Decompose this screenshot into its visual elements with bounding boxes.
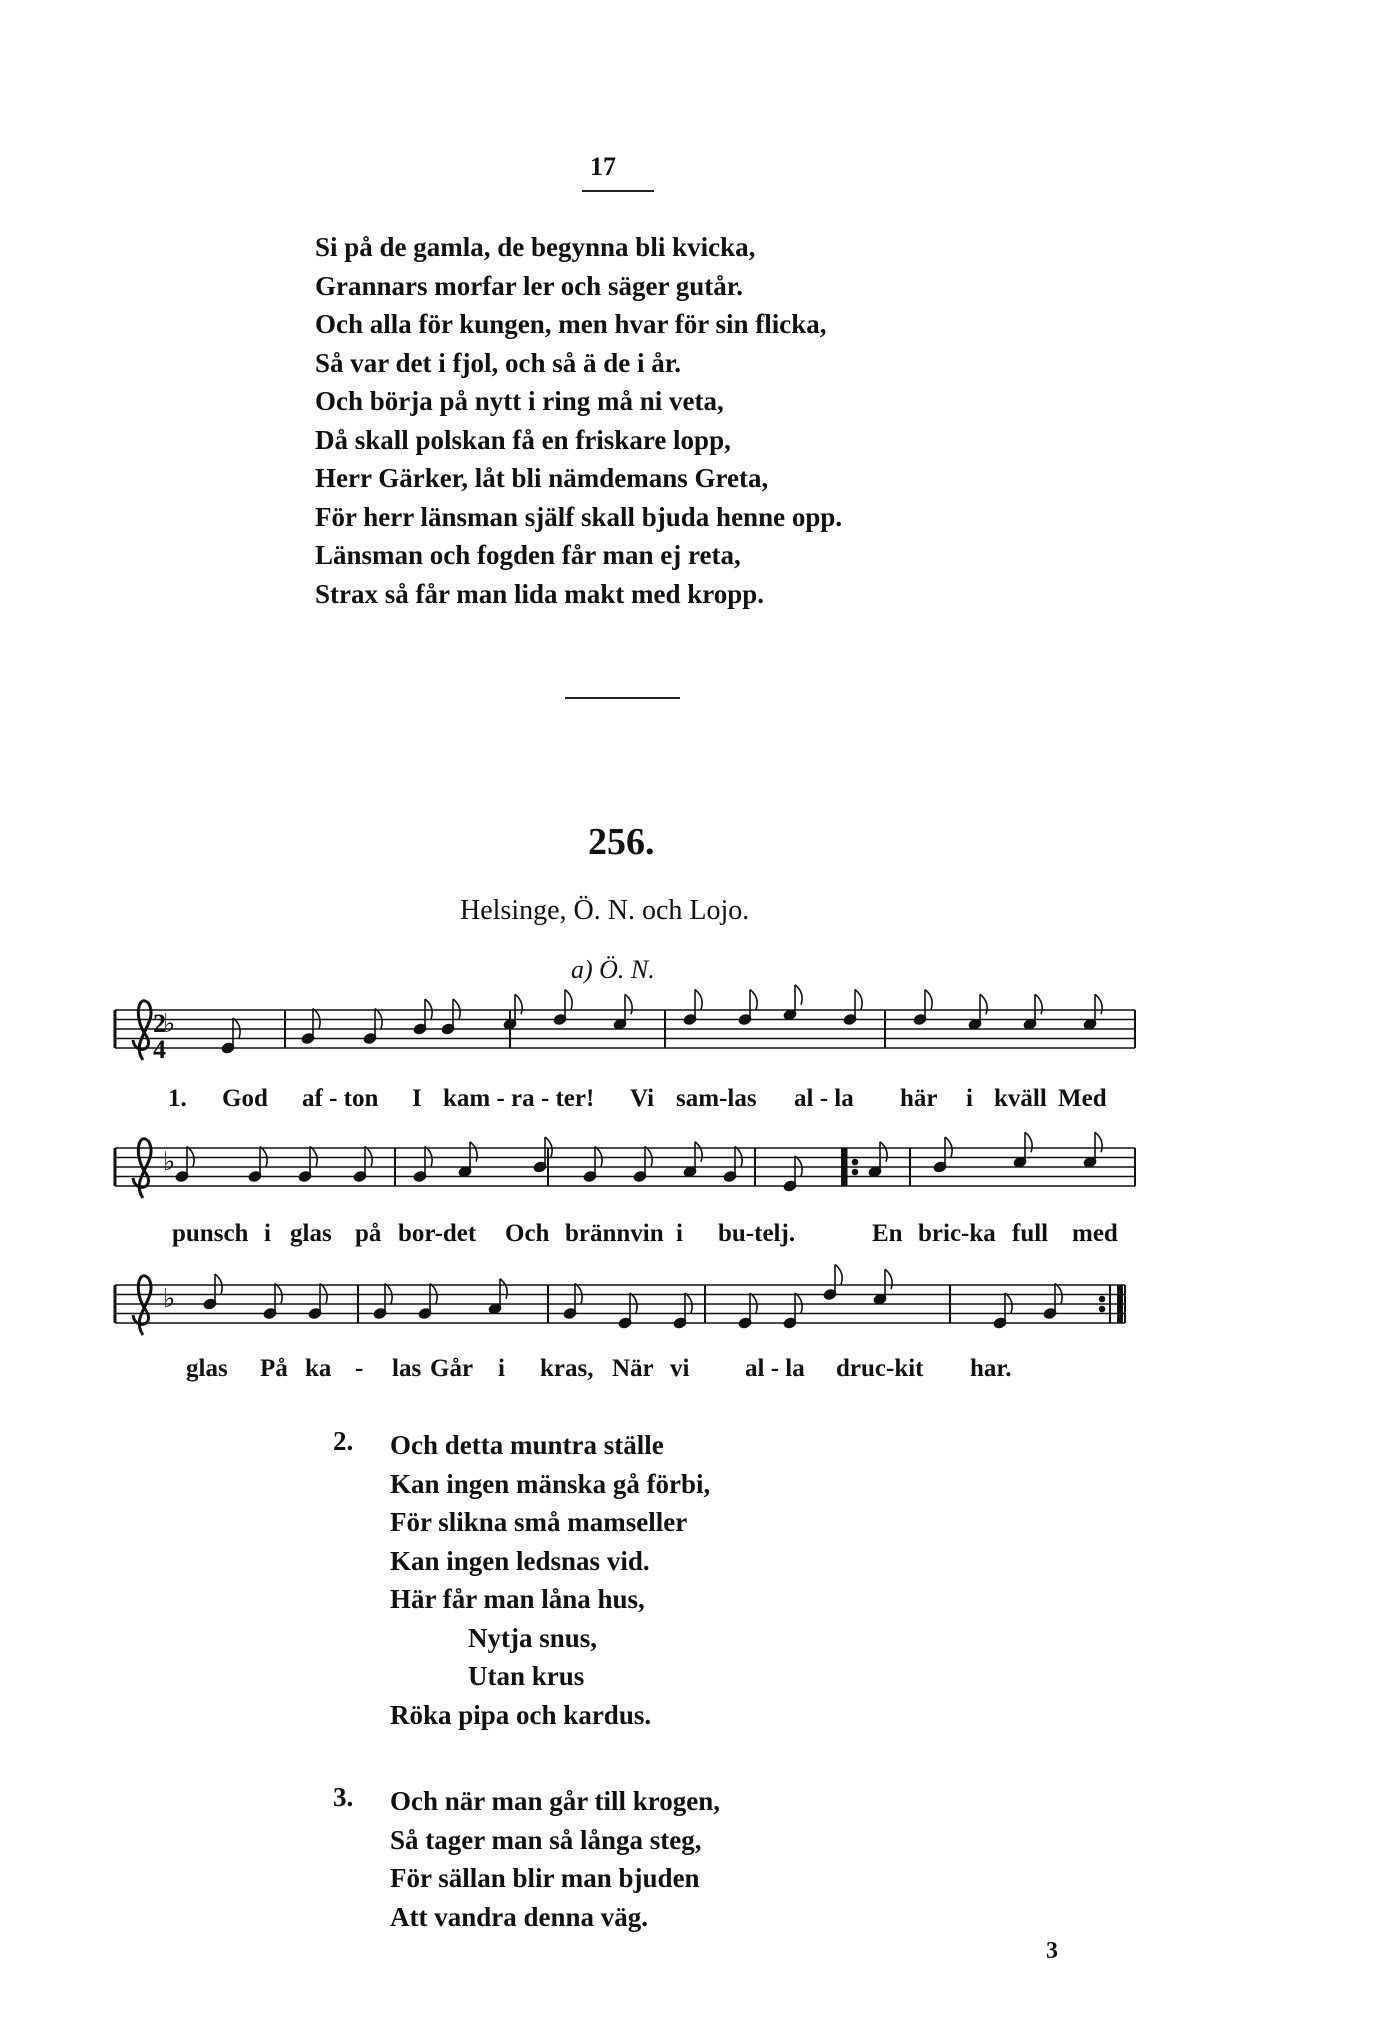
- time-signature-top: 2: [153, 1009, 166, 1038]
- lyric-syllable: las: [392, 1355, 422, 1382]
- lyric-syllable: -: [355, 1355, 364, 1382]
- note-flag: [1035, 994, 1042, 1014]
- note-flag: [260, 1147, 267, 1167]
- lyric-syllable: Går: [430, 1355, 474, 1382]
- note-flag: [685, 1293, 692, 1313]
- lyric-syllable: af - ton: [302, 1085, 379, 1112]
- stanza-line: För sällan blir man bjuden: [390, 1863, 700, 1893]
- note-flag: [320, 1284, 327, 1304]
- verse-line: Si på de gamla, de begynna bli kvicka,: [315, 232, 756, 262]
- lyric-syllable: God: [222, 1085, 268, 1112]
- lyric-syllable: på: [355, 1220, 382, 1247]
- note-flag: [795, 1156, 802, 1176]
- note-flag: [365, 1147, 372, 1167]
- note-flag: [750, 1293, 757, 1313]
- note-flag: [880, 1142, 887, 1162]
- lyric-syllable: har.: [970, 1355, 1012, 1382]
- lyric-syllable: vi: [670, 1355, 690, 1382]
- note-flag: [695, 990, 702, 1010]
- flat-icon: ♭: [163, 1009, 176, 1039]
- lyric-syllable: kam - ra - ter!: [443, 1085, 595, 1112]
- note-flag: [735, 1147, 742, 1167]
- lyric-syllable: I: [412, 1085, 422, 1112]
- lyric-syllable: ka: [305, 1355, 332, 1382]
- lyric-syllable: glas: [290, 1220, 332, 1247]
- lyric-syllable: i: [498, 1355, 505, 1382]
- note-flag: [470, 1142, 477, 1162]
- stanza-line: Att vandra denna väg.: [390, 1901, 649, 1932]
- verse-line: Länsman och fogden får man ej reta,: [315, 540, 741, 570]
- note-flag: [515, 994, 522, 1014]
- lyric-syllable: Vi: [630, 1085, 655, 1112]
- verse-line: Då skall polskan få en friskare lopp,: [315, 424, 731, 455]
- lyric-syllable: i: [966, 1085, 973, 1112]
- lyric-syllable: här: [900, 1085, 938, 1112]
- note-flag: [695, 1142, 702, 1162]
- note-flag: [275, 1284, 282, 1304]
- note-flag: [885, 1269, 892, 1289]
- stanza-line: Och detta muntra ställe: [390, 1430, 664, 1460]
- verse-line: Och alla för kungen, men hvar för sin flicka,: [315, 309, 827, 339]
- lyric-syllable: sam-las: [676, 1085, 757, 1112]
- note-flag: [565, 990, 572, 1010]
- lyric-syllable: En: [872, 1220, 903, 1247]
- note-flag: [945, 1137, 952, 1157]
- lyric-syllable: full: [1012, 1220, 1049, 1247]
- time-signature-bottom: 4: [153, 1035, 166, 1064]
- note-flag: [453, 999, 460, 1019]
- note-flag: [835, 1265, 842, 1285]
- stanza-line: Så tager man så långa steg,: [390, 1824, 702, 1855]
- note-flag: [233, 1018, 240, 1038]
- flat-icon: ♭: [163, 1147, 176, 1177]
- lyric-syllable: bric-ka: [918, 1220, 996, 1247]
- note-flag: [313, 1009, 320, 1029]
- verse-line: Herr Gärker, låt bli nämdemans Greta,: [315, 463, 769, 493]
- repeat-dot: [1100, 1307, 1105, 1312]
- repeat-dot: [853, 1170, 858, 1175]
- verse-line: Så var det i fjol, och så ä de i år.: [315, 347, 682, 378]
- repeat-dot: [1100, 1297, 1105, 1302]
- note-flag: [500, 1279, 507, 1299]
- lyric-syllable: Och: [505, 1220, 550, 1247]
- note-flag: [425, 999, 432, 1019]
- note-flag: [795, 1293, 802, 1313]
- note-flag: [630, 1293, 637, 1313]
- stanza-line: Nytja snus,: [468, 1622, 598, 1653]
- lyric-syllable: brännvin: [565, 1220, 664, 1247]
- note-flag: [385, 1284, 392, 1304]
- note-flag: [595, 1147, 602, 1167]
- stanza-line: Utan krus: [468, 1661, 585, 1691]
- note-flag: [750, 990, 757, 1010]
- lyric-syllable: När: [612, 1355, 654, 1382]
- note-flag: [925, 990, 932, 1010]
- stanza-line: För slikna små mamseller: [390, 1507, 688, 1537]
- stanza-line: Och när man går till krogen,: [390, 1786, 721, 1816]
- note-flag: [215, 1274, 222, 1294]
- note-flag: [625, 994, 632, 1014]
- lyric-syllable: al - la: [745, 1355, 805, 1382]
- verse-line: Grannars morfar ler och säger gutår.: [315, 270, 743, 301]
- stanza-line: Röka pipa och kardus.: [390, 1699, 652, 1730]
- stanza-lines: [390, 1782, 720, 1936]
- note-flag: [1005, 1293, 1012, 1313]
- page-number: 17: [590, 152, 616, 181]
- lyric-syllable: med: [1072, 1220, 1118, 1247]
- note-flag: [575, 1284, 582, 1304]
- stanza-number: 2.: [333, 1426, 354, 1456]
- sheet-signature: 3: [1046, 1938, 1058, 1964]
- flat-icon: ♭: [163, 1284, 176, 1314]
- verse-line: Strax så får man lida makt med kropp.: [315, 578, 765, 609]
- lyric-syllable: druc-kit: [836, 1355, 924, 1382]
- lyric-syllable: På: [260, 1355, 288, 1382]
- lyric-syllable: i: [676, 1220, 683, 1247]
- lyric-syllable: bor-det: [398, 1220, 477, 1247]
- note-flag: [430, 1284, 437, 1304]
- song-number: 256.: [588, 821, 655, 863]
- stanza-line: Kan ingen mänska gå förbi,: [390, 1468, 711, 1499]
- note-flag: [1095, 1132, 1102, 1152]
- lyric-syllable: kras,: [540, 1355, 594, 1382]
- lyric-syllable: glas: [186, 1355, 228, 1382]
- note-flag: [1025, 1132, 1032, 1152]
- stanza-number: 3.: [333, 1782, 354, 1812]
- note-flag: [645, 1147, 652, 1167]
- verse-line: För herr länsman själf skall bjuda henne opp.: [315, 501, 843, 532]
- repeat-dot: [853, 1160, 858, 1165]
- verse-line: Och börja på nytt i ring må ni veta,: [315, 386, 724, 416]
- stanza-lines: [390, 1426, 710, 1734]
- lyric-syllable: punsch: [172, 1220, 249, 1247]
- stanza-line: Kan ingen ledsnas vid.: [390, 1545, 650, 1576]
- stanza-line: Här får man låna hus,: [390, 1584, 645, 1614]
- lyric-syllable: Med: [1058, 1085, 1107, 1112]
- song-source: Helsinge, Ö. N. och Lojo.: [460, 895, 750, 926]
- note-flag: [1095, 994, 1102, 1014]
- note-flag: [855, 990, 862, 1010]
- lyric-syllable: bu-telj.: [718, 1220, 796, 1247]
- note-flag: [795, 985, 802, 1005]
- note-flag: [1055, 1284, 1062, 1304]
- lyric-syllable: al - la: [794, 1085, 854, 1112]
- lyric-syllable: kväll: [994, 1085, 1047, 1112]
- note-flag: [310, 1147, 317, 1167]
- song-variant: a) Ö. N.: [571, 955, 655, 984]
- time-signature: [153, 1009, 166, 1064]
- lyric-syllable: i: [264, 1220, 271, 1247]
- note-flag: [375, 1009, 382, 1029]
- lyric-syllable: 1.: [168, 1085, 187, 1112]
- note-flag: [425, 1147, 432, 1167]
- note-flag: [187, 1147, 194, 1167]
- note-flag: [980, 994, 987, 1014]
